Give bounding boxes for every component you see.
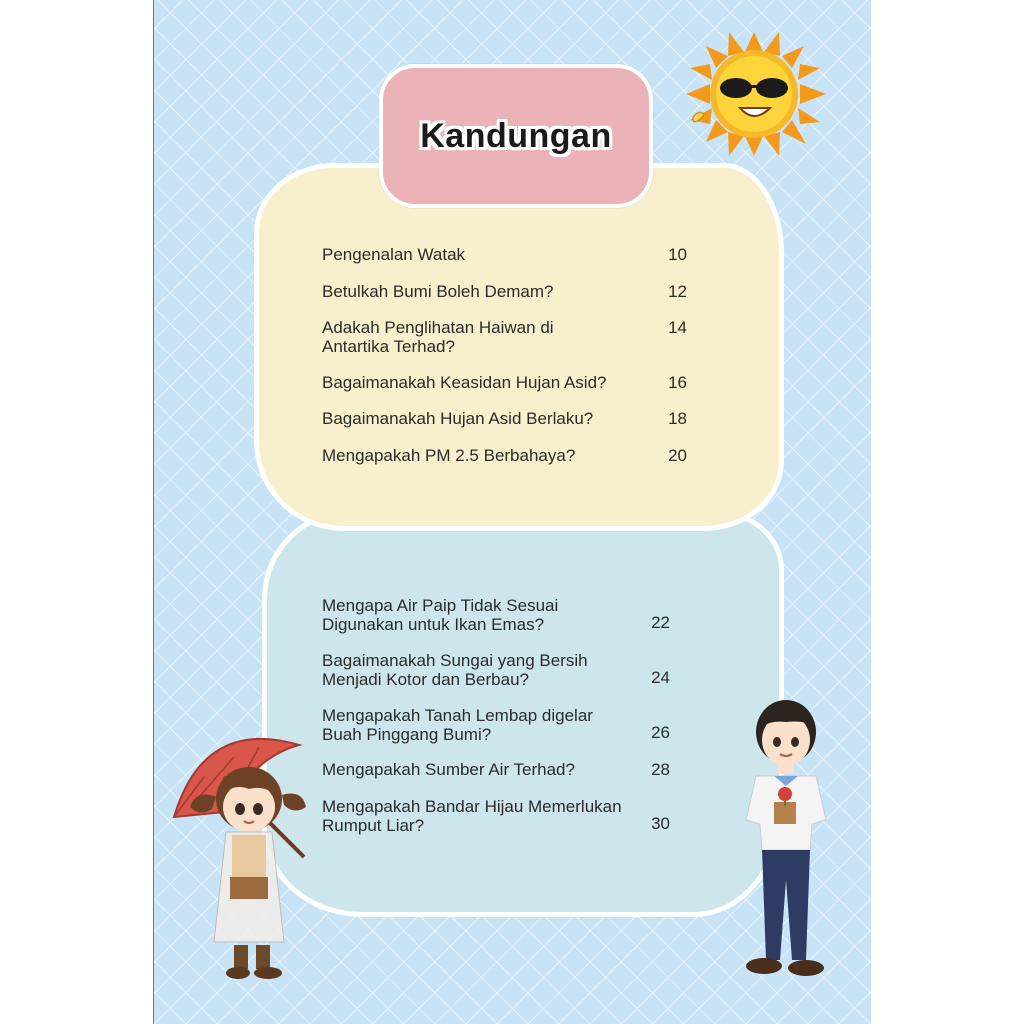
toc-entry-title: Bagaimanakah Sungai yang Bersih Menjadi Kotor dan Berbau?: [322, 651, 588, 689]
toc-entry-title: Adakah Penglihatan Haiwan di Antartika Terhad?: [322, 318, 554, 356]
toc-entry-title: Bagaimanakah Hujan Asid Berlaku?: [322, 409, 594, 428]
toc-entry-page: 28: [651, 760, 670, 779]
toc-entry-title: Mengapakah Sumber Air Terhad?: [322, 760, 575, 779]
sun-with-sunglasses-icon: [676, 28, 846, 163]
toc-entry-page: 22: [651, 613, 670, 632]
girl-with-umbrella-illustration: [164, 717, 314, 989]
page: [153, 0, 871, 1024]
toc-entry-title: Mengapakah PM 2.5 Berbahaya?: [322, 446, 576, 465]
toc-entry-page: 30: [651, 814, 670, 833]
toc-entry-title: Pengenalan Watak: [322, 245, 466, 264]
toc-entry-title: Mengapakah Bandar Hijau Memerlukan Rumput Liar?: [322, 797, 622, 835]
toc-entry-page: 10: [668, 245, 687, 264]
toc-entry-title: Betulkah Bumi Boleh Demam?: [322, 282, 554, 301]
toc-entry-page: 24: [651, 668, 670, 687]
toc-entry-page: 20: [668, 446, 687, 465]
title-box: [379, 64, 653, 208]
toc-entry-page: 26: [651, 723, 670, 742]
toc-entry-title: Bagaimanakah Keasidan Hujan Asid?: [322, 373, 607, 392]
toc-entry-page: 18: [668, 409, 687, 428]
toc-entry-title: Mengapakah Tanah Lembap digelar Buah Pinggang Bumi?: [322, 706, 593, 744]
toc-entry-page: 14: [668, 318, 687, 337]
toc-entry-title: Mengapa Air Paip Tidak Sesuai Digunakan untuk Ikan Emas?: [322, 596, 559, 634]
boy-with-plant-illustration: [734, 690, 844, 995]
toc-entry-page: 16: [668, 373, 687, 392]
page-title: Kandungan: [420, 116, 612, 155]
toc-entry-page: 12: [668, 282, 687, 301]
